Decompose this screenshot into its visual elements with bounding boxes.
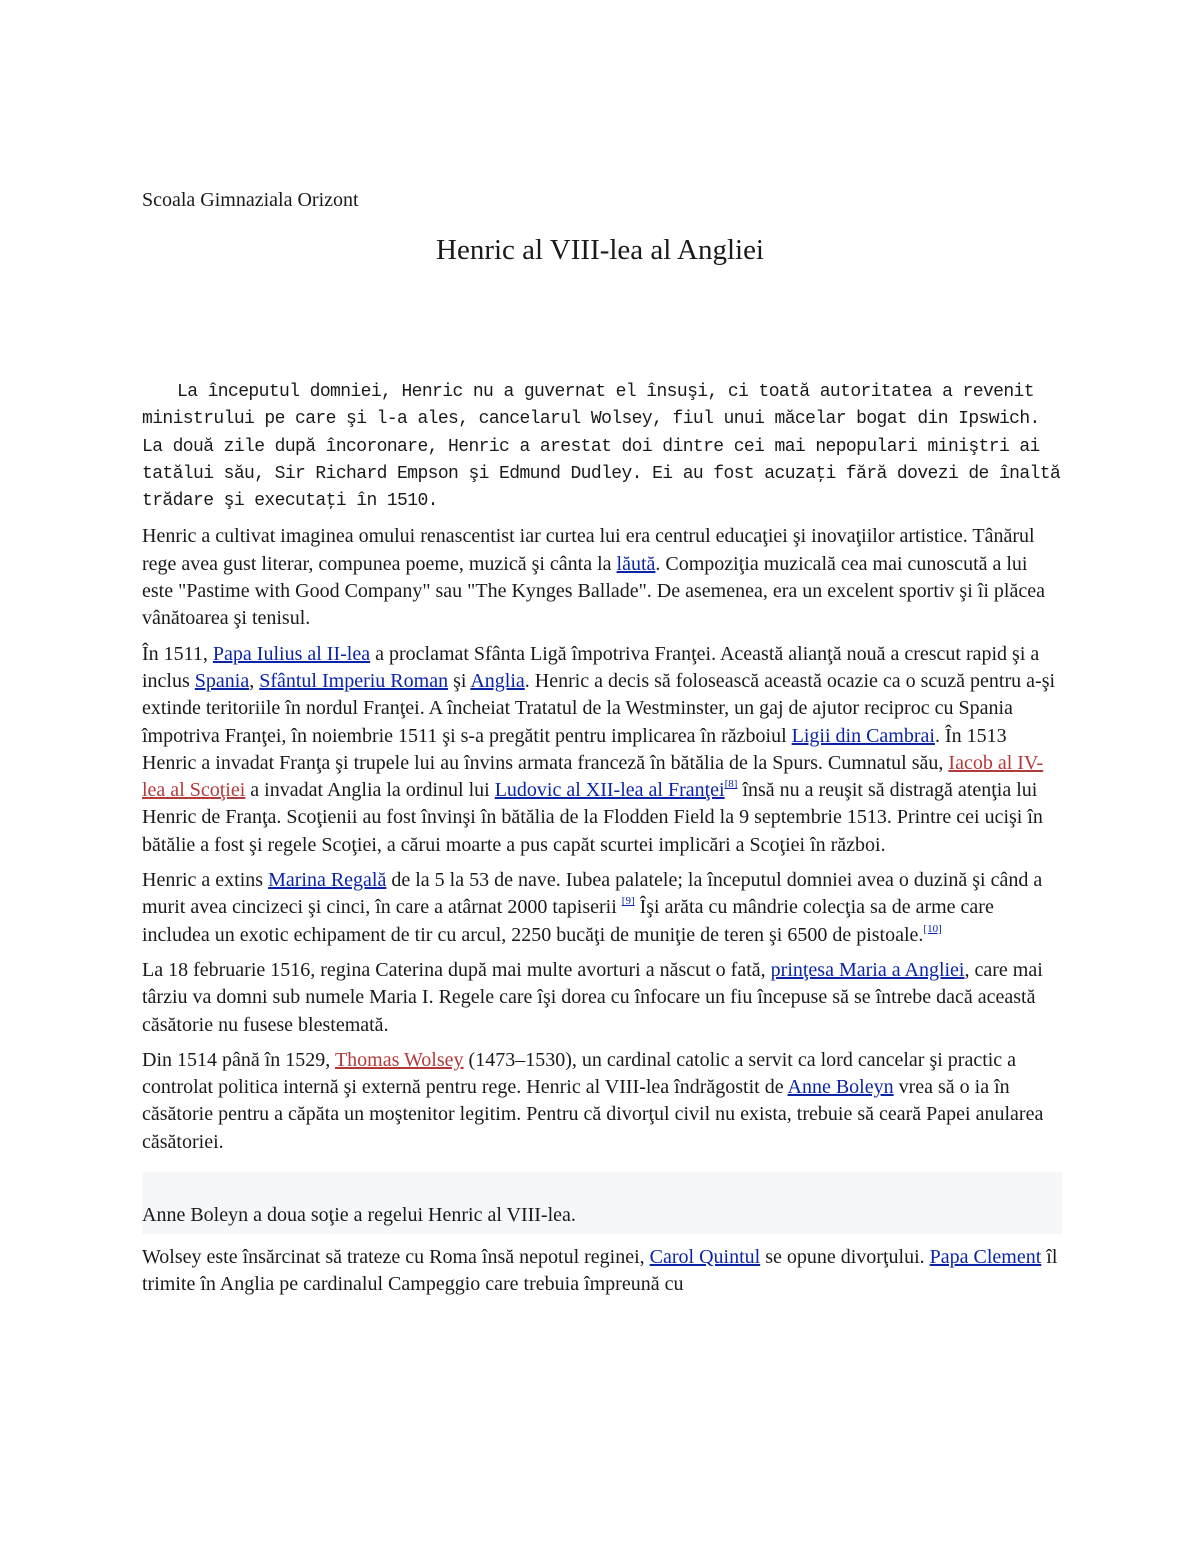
paragraph-text: Henric a cultivat imaginea omului renascentist iar curtea lui era centrul educaţiei şi inovaţiilor artistice. Tânărul rege avea gust literar, compunea poeme, muzică şi cânta la bbox=[142, 525, 1035, 575]
paragraph-text: însă nu a reuşit să distragă atenţia lui Henric de Franţa. Scoţienii au fost învinşi în bătălia de la Flodden Field la 9 septembrie 1513. Printre cei ucişi în bătălie a fost şi regele Scoţiei, a cărui moarte a pus capăt scurtei implicări a Scoţiei în război. bbox=[142, 779, 1043, 856]
paragraph-text: şi bbox=[448, 669, 471, 692]
page-title: Henric al VIII-lea al Angliei bbox=[436, 234, 764, 266]
paragraph-text: . În 1513 Henric a invadat Franţa şi trupele lui au învins armata franceză în bătălia de la Spurs. Cumnatul său, bbox=[142, 724, 1007, 774]
paragraph-text: În 1511, bbox=[142, 642, 213, 665]
paragraph-holy-league bbox=[142, 641, 1062, 859]
paragraph-text: Henric a extins bbox=[142, 869, 269, 892]
paragraph-text: La începutul domniei, Henric nu a guvernat el însuşi, ci toată autoritatea a revenit ministrului pe care şi l-a ales, cancelarul Wolsey, fiul unui măcelar bogat din Ipswich. bbox=[142, 382, 1040, 430]
paragraph-text: Din 1514 până în 1529, bbox=[142, 1048, 335, 1071]
image-caption bbox=[142, 1172, 1062, 1234]
paragraph-text: . Henric a decis să folosească această ocazie ca o scuză pentru a-şi extinde teritoriile în nordul Franţei. A încheiat Tratatul de la Westminster, un gaj de ajutor reciproc cu Spania împotriva Franţei, în noiembrie 1511 şi s-a pregătit pentru implicarea în războiul bbox=[142, 669, 1056, 747]
paragraph-text: a invadat Anglia la ordinul lui bbox=[245, 779, 495, 802]
paragraph-navy bbox=[142, 867, 1062, 949]
link-thomas-wolsey[interactable]: Thomas Wolsey bbox=[334, 1048, 464, 1071]
paragraph-text: îl trimite în Anglia pe cardinalul Campeggio care trebuia împreună cu bbox=[142, 1246, 1058, 1296]
link-spania[interactable]: Spania bbox=[194, 669, 250, 692]
link-printesa-maria[interactable]: prinţesa Maria a Angliei bbox=[770, 958, 965, 981]
document-body bbox=[142, 379, 1062, 1307]
link-ligii-din-cambrai[interactable]: Ligii din Cambrai bbox=[791, 724, 935, 747]
paragraph-text: (1473–1530), un cardinal catolic a servit ca lord cancelar şi practic a controlat politica internă şi externă pentru rege. Henric al VIII-lea îndrăgostit de bbox=[142, 1048, 1017, 1099]
reference-8[interactable]: [8] bbox=[724, 778, 738, 791]
paragraph-intro bbox=[142, 379, 1062, 434]
link-sfantul-imperiu-roman[interactable]: Sfântul Imperiu Roman bbox=[259, 669, 449, 692]
link-carol-quintul[interactable]: Carol Quintul bbox=[649, 1246, 761, 1269]
link-papa-clement[interactable]: Papa Clement bbox=[929, 1246, 1042, 1269]
school-name: Scoala Gimnaziala Orizont bbox=[142, 189, 359, 211]
caption-text: Anne Boleyn a doua soţie a regelui Henric al VIII-lea. bbox=[142, 1204, 576, 1227]
reference-10[interactable]: [10] bbox=[923, 922, 942, 935]
paragraph-text: se opune divorţului. bbox=[760, 1246, 930, 1269]
paragraph-text: . Compoziţia muzicală cea mai cunoscută a lui este "Pastime with Good Company" sau "The Kynges Ballade". De asemenea, era un excelent sportiv şi îi plăcea vânătoarea şi tenisul. bbox=[142, 552, 1045, 630]
paragraph-text: Îşi arăta cu mândrie colecţia sa de arme care includea un exotic echipament de tir cu arcul, 2250 bucăţi de muniţie de teren şi 6500 de pistoale. bbox=[142, 896, 994, 946]
paragraph-text: La 18 februarie 1516, regina Caterina după mai multe avorturi a născut o fată, bbox=[142, 958, 771, 981]
paragraph-rome bbox=[142, 1244, 1062, 1299]
link-ludovic-xii[interactable]: Ludovic al XII-lea al Franţei bbox=[494, 779, 725, 802]
paragraph-text: a proclamat Sfânta Ligă împotriva Franţei. Această alianţă nouă a crescut rapid şi a inclus bbox=[142, 642, 1040, 692]
paragraph-text: Wolsey este însărcinat să trateze cu Roma însă nepotul reginei, bbox=[142, 1246, 650, 1269]
link-anglia[interactable]: Anglia bbox=[470, 669, 525, 692]
paragraph-text: , bbox=[249, 669, 260, 692]
link-anne-boleyn[interactable]: Anne Boleyn bbox=[787, 1076, 894, 1099]
link-papa-iulius[interactable]: Papa Iulius al II-lea bbox=[212, 642, 371, 665]
paragraph-text: de la 5 la 53 de nave. Iubea palatele; la începutul domniei avea o duzină şi când a murit avea cincizeci şi cinci, în care a atârnat 2000 tapiserii bbox=[142, 869, 1043, 919]
paragraph-renaissance bbox=[142, 523, 1062, 632]
paragraph-text: La două zile după încoronare, Henric a arestat doi dintre cei mai nepopulari miniştri ai tatălui său, Sir Richard Empson şi Edmund Dudley. Ei au fost acuzaţi fără dovezi de înaltă trădare şi executaţi în 1510. bbox=[142, 436, 1061, 512]
link-marina-regala[interactable]: Marina Regală bbox=[268, 869, 387, 892]
paragraph-text: vrea să o ia în căsătorie pentru a căpăta un moştenitor legitim. Pentru că divorţul civil nu exista, trebuie să ceară Papei anularea căsătoriei. bbox=[142, 1076, 1044, 1153]
paragraph-maria bbox=[142, 957, 1062, 1039]
paragraph-text: , care mai târziu va domni sub numele Maria I. Regele care îşi dorea cu înfocare un fiu începuse să se întrebe dacă această căsătorie nu fusese blestemată. bbox=[142, 958, 1043, 1036]
reference-9[interactable]: [9] bbox=[621, 895, 635, 908]
paragraph-wolsey bbox=[142, 1047, 1062, 1156]
link-laute[interactable]: lăută bbox=[616, 552, 656, 575]
link-iacob-iv[interactable]: Iacob al IV-lea al Scoţiei bbox=[142, 751, 1044, 802]
paragraph-arrest bbox=[142, 434, 1062, 516]
